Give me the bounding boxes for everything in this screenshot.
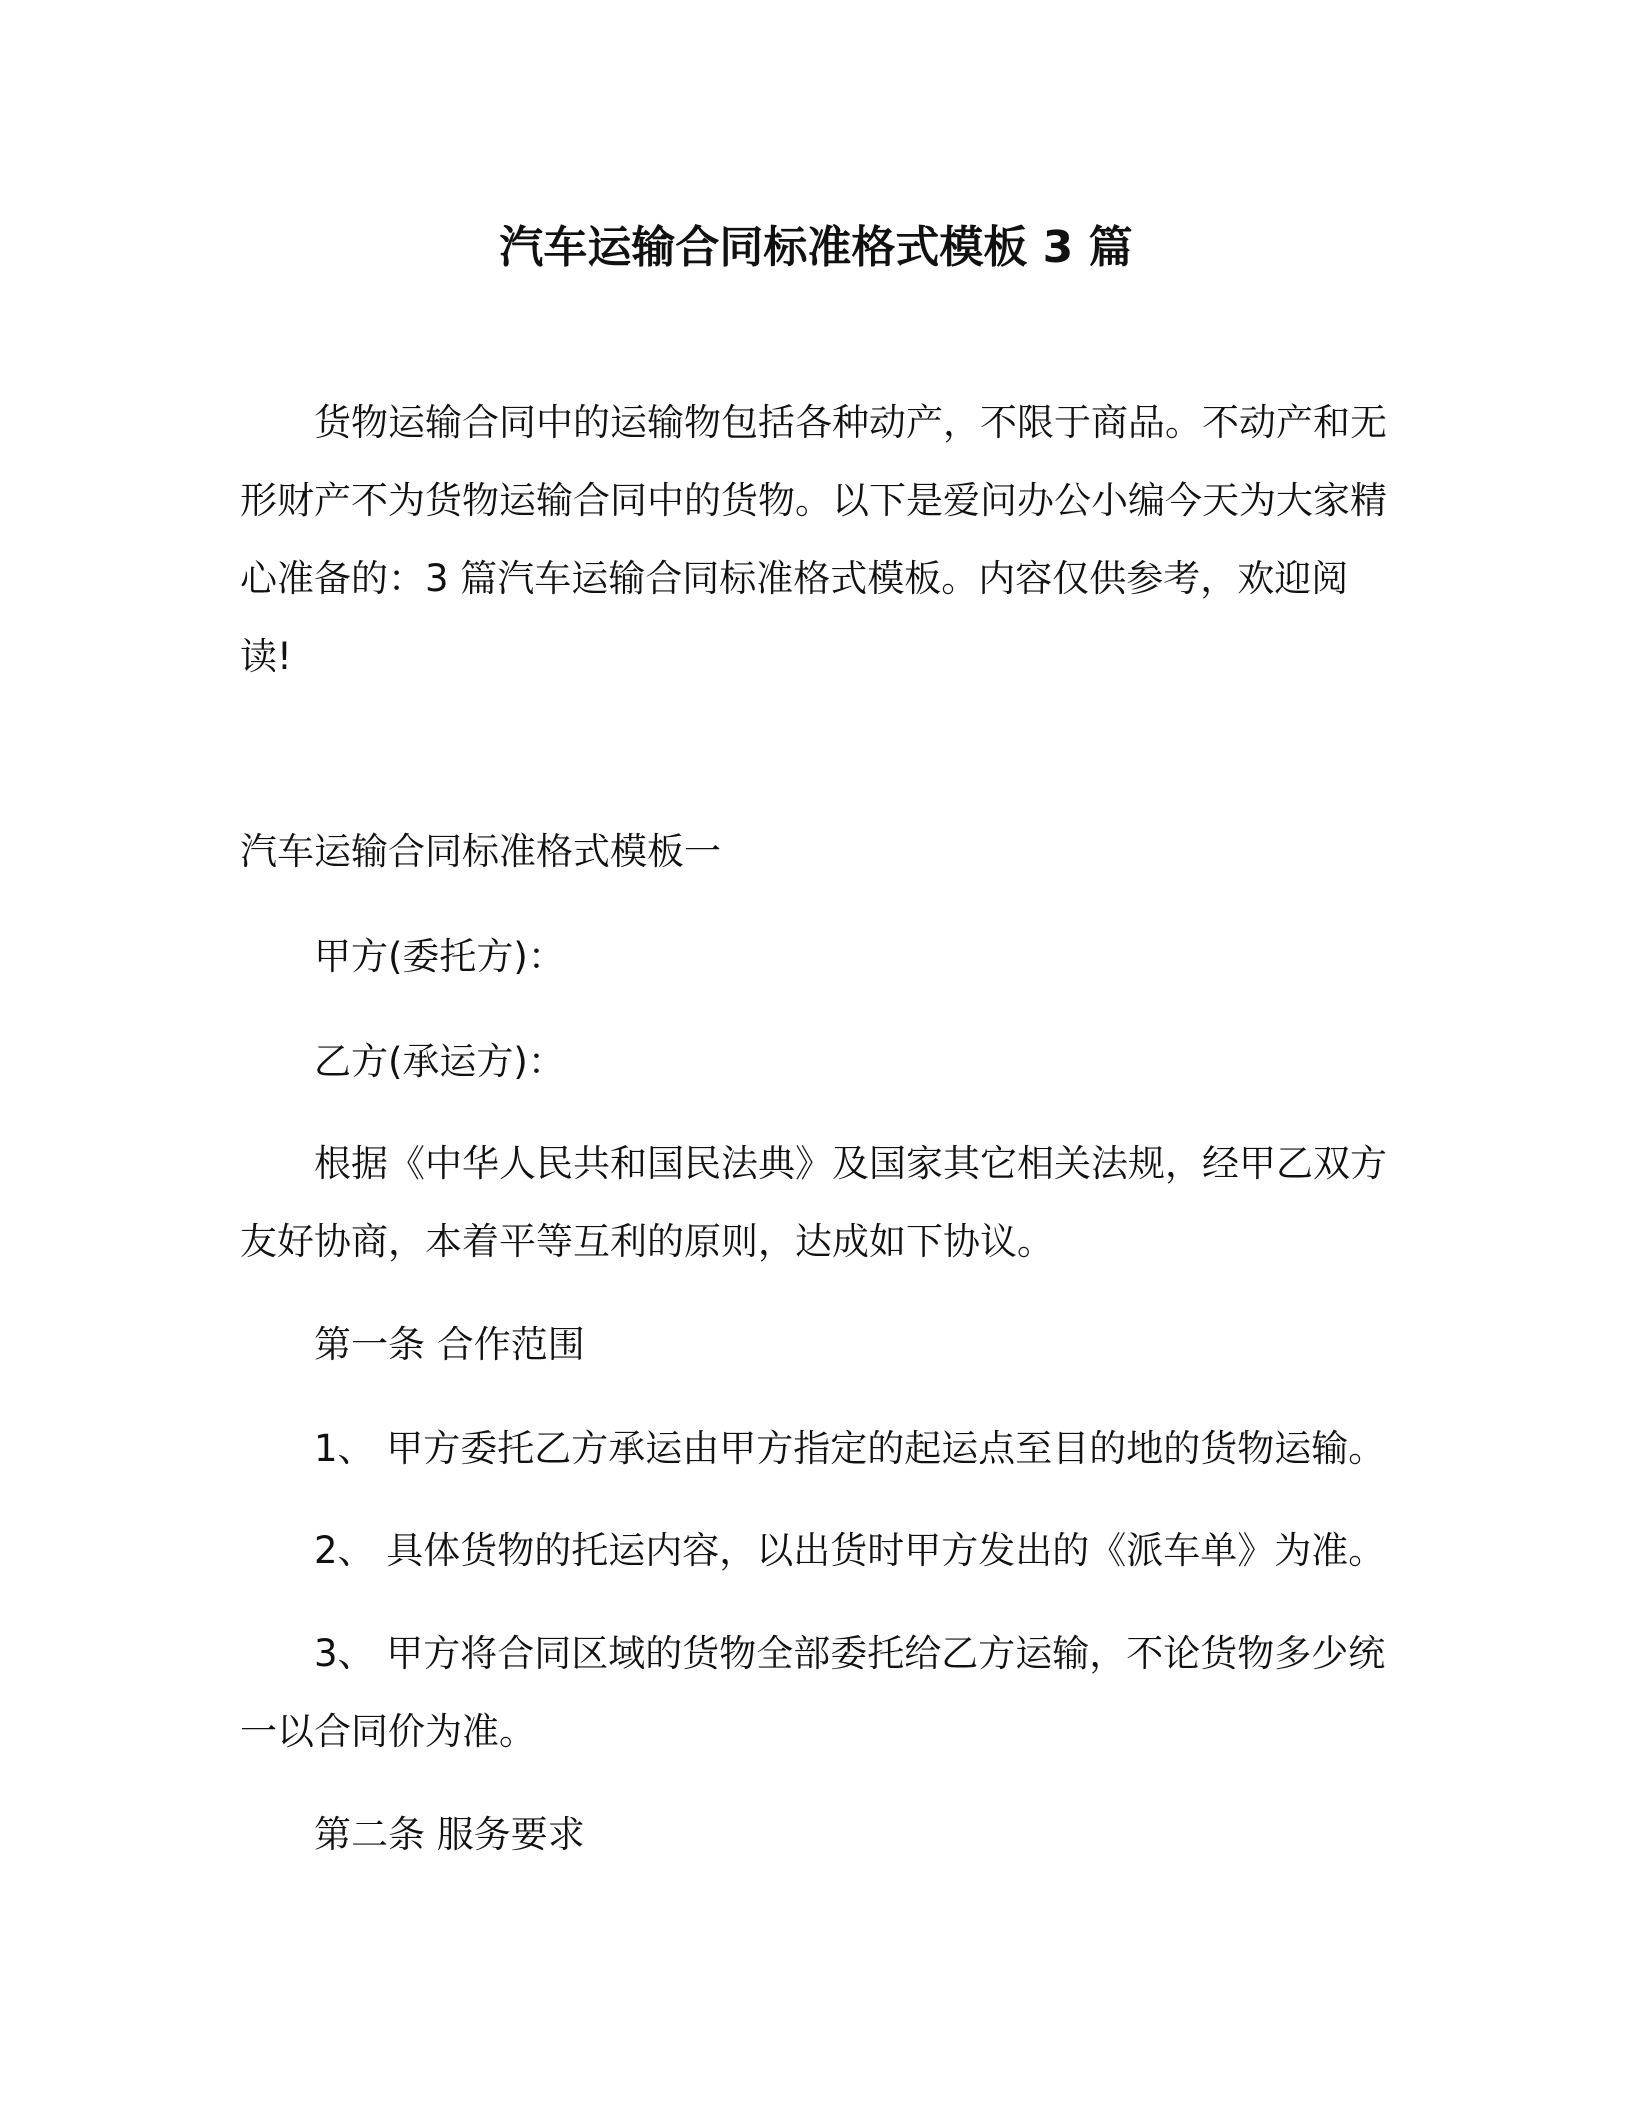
article-1-item-2: 2、 具体货物的托运内容，以出货时甲方发出的《派车单》为准。 [314, 1529, 1386, 1572]
section-heading: 汽车运输合同标准格式模板一 [240, 830, 721, 873]
party-b-line: 乙方(承运方)： [314, 1040, 565, 1083]
document-title: 汽车运输合同标准格式模板 3 篇 [499, 222, 1133, 273]
party-a-line: 甲方(委托方)： [314, 935, 565, 978]
article-1-item-1: 1、 甲方委托乙方承运由甲方指定的起运点至目的地的货物运输。 [314, 1427, 1386, 1470]
intro-paragraph: 货物运输合同中的运输物包括各种动产，不限于商品。不动产和无形财产不为货物运输合同中的货物。以下是爱问办公小编今天为大家精心准备的：3 篇汽车运输合同标准格式模板。内容仅供参考，欢迎阅读! [240, 401, 1387, 678]
basis-paragraph: 根据《中华人民共和国民法典》及国家其它相关法规，经甲乙双方友好协商，本着平等互利的原则，达成如下协议。 [240, 1142, 1387, 1263]
article-1-item-3: 3、 甲方将合同区域的货物全部委托给乙方运输，不论货物多少统一以合同价为准。 [240, 1632, 1386, 1753]
article-2-heading: 第二条 服务要求 [314, 1813, 585, 1856]
article-1-heading: 第一条 合作范围 [314, 1323, 585, 1366]
